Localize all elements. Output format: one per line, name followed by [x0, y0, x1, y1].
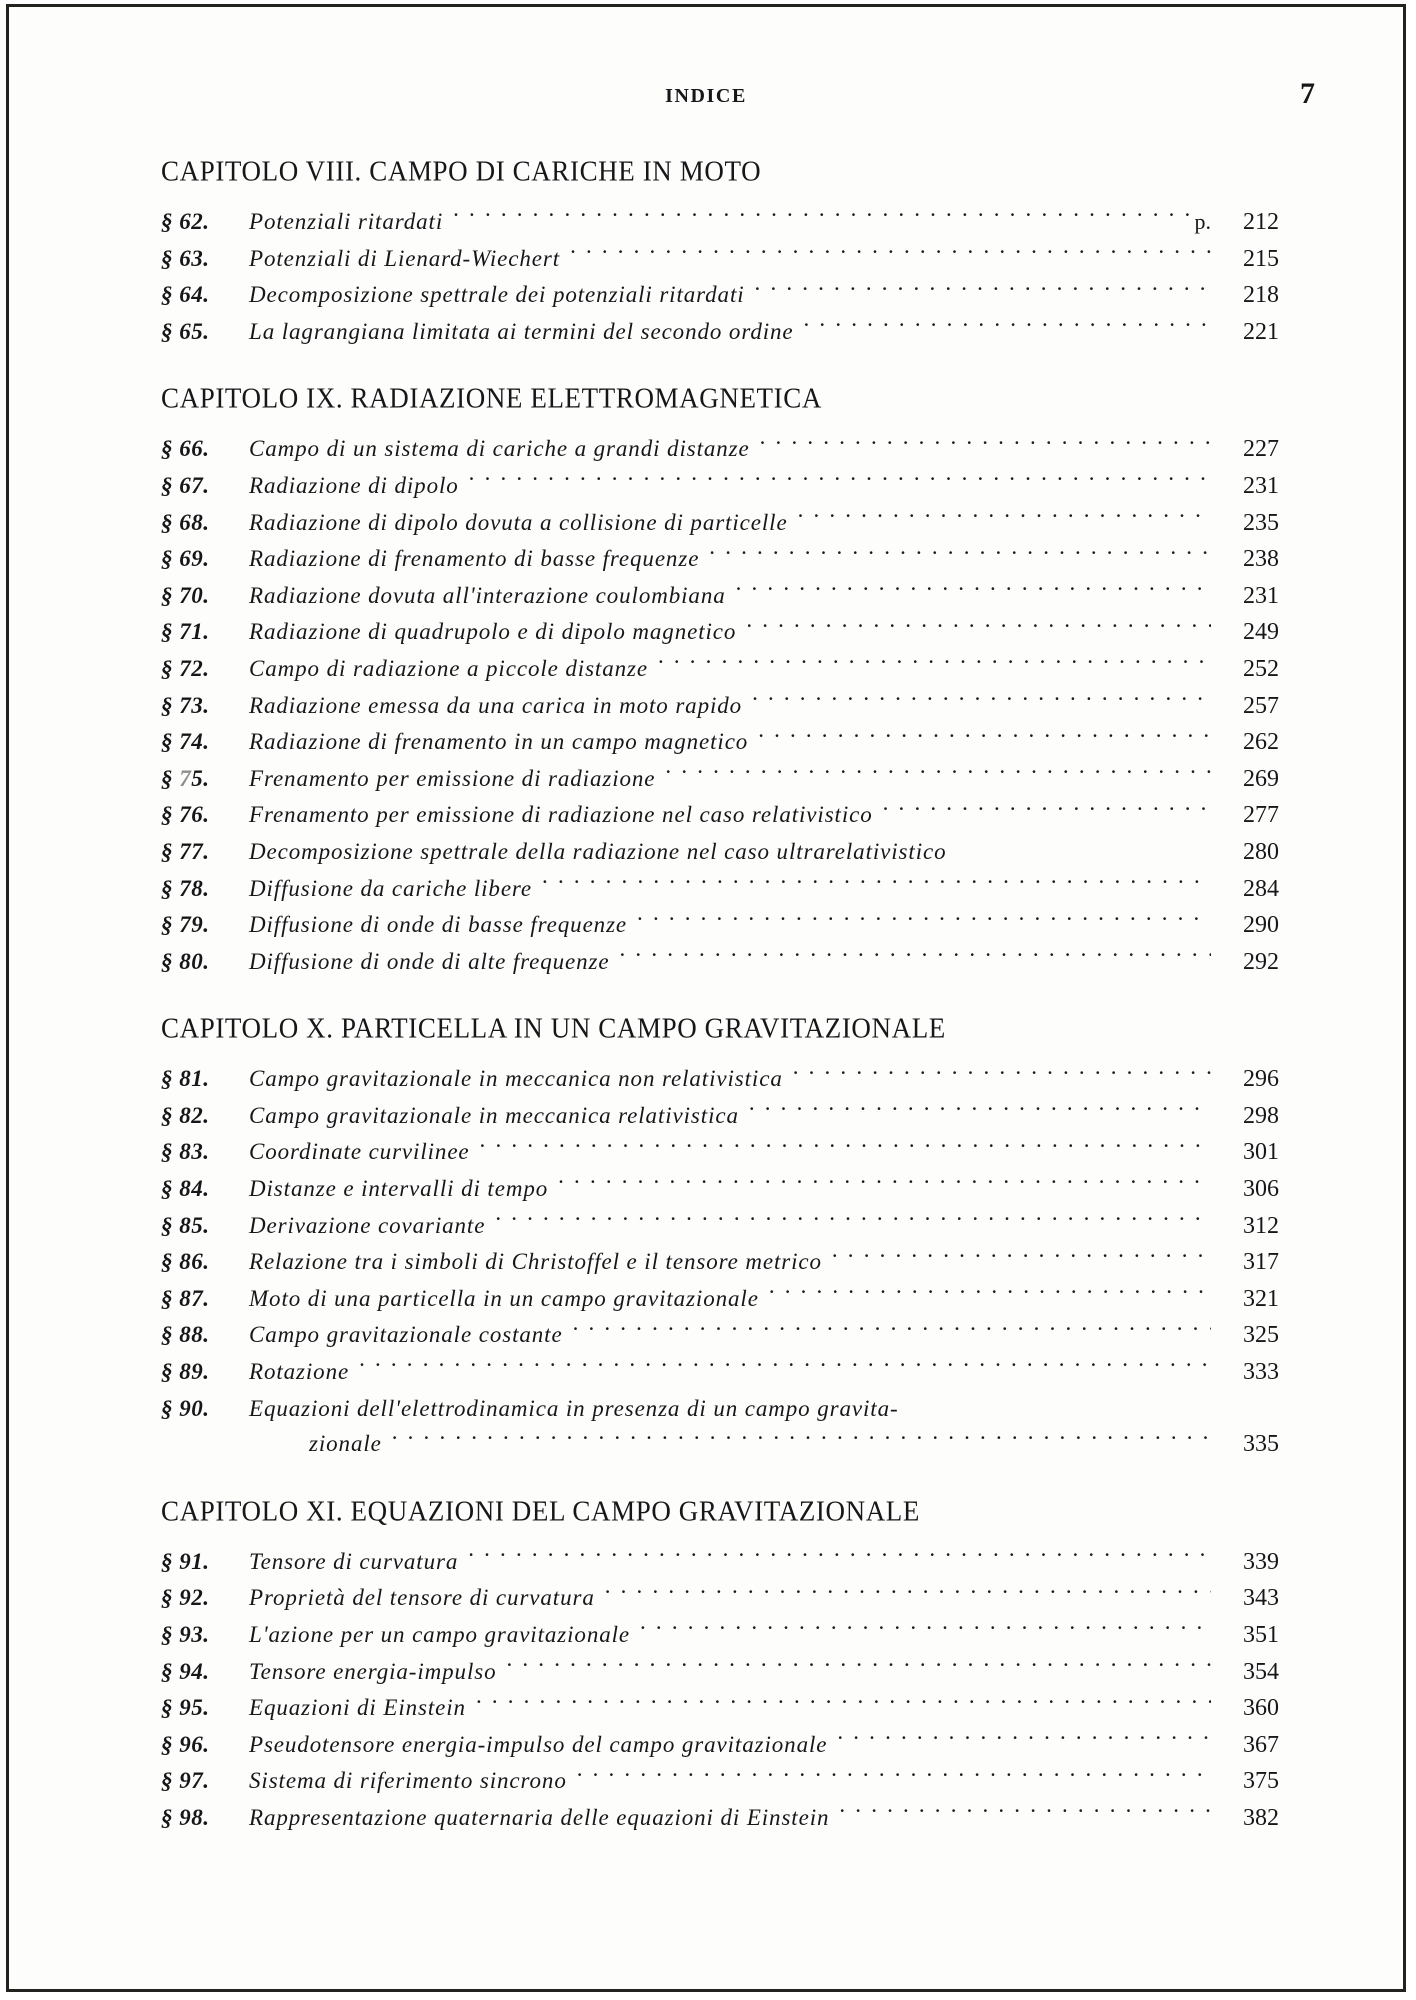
- dot-leader: [749, 1101, 1211, 1123]
- entry-title: Radiazione emessa da una carica in moto rapido: [249, 692, 743, 718]
- dot-leader: [909, 1394, 1211, 1416]
- section-number: § 65.: [161, 318, 210, 344]
- toc-entry[interactable]: [161, 1391, 1279, 1427]
- page-number: 231: [1243, 472, 1279, 499]
- section-number: § 85.: [161, 1212, 210, 1238]
- section-number: § 87.: [161, 1285, 210, 1311]
- chapter-heading: CAPITOLO IX. RADIAZIONE ELETTROMAGNETICA: [161, 382, 822, 415]
- entry-title: zionale: [309, 1431, 382, 1457]
- toc-entry[interactable]: [161, 578, 1279, 615]
- dot-leader: [658, 654, 1211, 676]
- page-number: 296: [1243, 1066, 1279, 1093]
- section-number: § 78.: [161, 875, 210, 901]
- toc-entry[interactable]: [161, 1426, 1279, 1463]
- toc-entry[interactable]: [161, 1354, 1279, 1391]
- entry-title: Radiazione di frenamento di basse frequenze: [249, 546, 700, 572]
- entry-title: Proprietà del tensore di curvatura: [249, 1585, 595, 1611]
- page-number: 351: [1243, 1622, 1279, 1648]
- dot-leader: [453, 207, 1194, 229]
- dot-leader: [665, 764, 1211, 786]
- entry-title: Radiazione di frenamento in un campo magnetico: [249, 729, 749, 755]
- entry-title: Pseudotensore energia-impulso del campo gravitazionale: [249, 1731, 828, 1757]
- entry-title: Frenamento per emissione di radiazione: [249, 765, 656, 791]
- page-number: 325: [1243, 1322, 1279, 1349]
- entry-title: Tensore energia-impulso: [249, 1658, 497, 1684]
- section-number: § 88.: [161, 1322, 210, 1348]
- page-number: 262: [1243, 729, 1279, 756]
- toc-entry[interactable]: [161, 468, 1279, 505]
- page-number: 231: [1243, 582, 1279, 609]
- toc-entry[interactable]: [161, 1690, 1279, 1727]
- entry-title: Derivazione covariante: [249, 1212, 486, 1238]
- page-content: [9, 7, 1403, 1989]
- page-number: 257: [1243, 692, 1279, 719]
- page-number: 335: [1243, 1431, 1279, 1458]
- page-number: 317: [1243, 1249, 1279, 1276]
- entry-title: Decomposizione spettrale della radiazione nel caso ultrarelativistico: [249, 838, 947, 864]
- dot-leader: [542, 874, 1211, 896]
- section-number: § 90.: [161, 1395, 210, 1421]
- section-number: § 80.: [161, 948, 210, 974]
- dot-leader: [752, 691, 1211, 713]
- section-number: § 68.: [161, 509, 210, 535]
- page-number: 360: [1243, 1695, 1279, 1722]
- page-number: 333: [1243, 1359, 1279, 1386]
- toc-entry[interactable]: [161, 1800, 1279, 1837]
- page-number: 277: [1243, 802, 1279, 829]
- entry-title: Diffusione da cariche libere: [249, 875, 533, 901]
- chapter-block: [161, 1494, 1279, 1837]
- page-number: 252: [1243, 655, 1279, 682]
- toc-entry[interactable]: [161, 1617, 1279, 1654]
- toc-entry[interactable]: [161, 277, 1279, 314]
- dot-leader: [640, 1620, 1211, 1642]
- page-title: INDICE: [665, 85, 747, 107]
- entry-title: L'azione per un campo gravitazionale: [249, 1622, 631, 1647]
- dot-leader: [746, 617, 1211, 639]
- entry-title: Campo gravitazionale in meccanica relativistica: [249, 1102, 739, 1128]
- entry-title: Moto di una particella in un campo gravitazionale: [249, 1285, 759, 1311]
- section-number: § 72.: [161, 655, 210, 681]
- section-number: § 70.: [161, 582, 210, 608]
- toc-entry[interactable]: [161, 1654, 1279, 1691]
- toc-entry[interactable]: [161, 1580, 1279, 1617]
- page-number: 221: [1243, 318, 1279, 345]
- page-number: 235: [1243, 509, 1279, 536]
- entry-title: Frenamento per emissione di radiazione nel caso relativistico: [249, 802, 873, 828]
- dot-leader: [755, 280, 1211, 302]
- entry-title: Radiazione dovuta all'interazione coulombiana: [249, 582, 726, 608]
- dot-leader: [476, 1693, 1211, 1715]
- toc-entry[interactable]: [161, 1208, 1279, 1245]
- entry-title: Potenziali ritardati: [249, 209, 444, 234]
- page-number: 354: [1243, 1658, 1279, 1685]
- dot-leader: [507, 1657, 1212, 1679]
- running-head: [9, 77, 1403, 115]
- page-number: 301: [1243, 1139, 1279, 1166]
- dot-leader: [469, 471, 1211, 493]
- section-number: § 98.: [161, 1804, 210, 1830]
- page-number: 312: [1243, 1212, 1279, 1239]
- toc-entry[interactable]: [161, 614, 1279, 651]
- dot-leader: [760, 434, 1211, 456]
- entry-title: Diffusione di onde di alte frequenze: [249, 948, 610, 974]
- toc-entry[interactable]: [161, 1317, 1279, 1354]
- toc-entry[interactable]: [161, 1763, 1279, 1800]
- section-number: § 93.: [161, 1622, 210, 1647]
- section-number: § 66.: [161, 436, 210, 462]
- chapter-block: [161, 157, 1279, 350]
- page-number: 306: [1243, 1176, 1279, 1203]
- page-number: 249: [1243, 619, 1279, 646]
- dot-leader: [495, 1211, 1211, 1233]
- toc-entry[interactable]: [161, 1281, 1279, 1318]
- page-number: 212: [1243, 209, 1279, 235]
- dot-leader: [573, 1320, 1211, 1342]
- section-number: § 86.: [161, 1249, 210, 1275]
- chapter-heading: CAPITOLO X. PARTICELLA IN UN CAMPO GRAVITAZIONALE: [161, 1012, 946, 1045]
- dot-leader: [709, 544, 1211, 566]
- section-number: § 62.: [161, 209, 210, 234]
- page-number: 284: [1243, 875, 1279, 902]
- toc-entry[interactable]: [161, 204, 1279, 241]
- toc-entry[interactable]: [161, 797, 1279, 834]
- entry-title: Rotazione: [249, 1359, 350, 1385]
- entry-title: Coordinate curvilinee: [249, 1139, 470, 1165]
- toc-entry[interactable]: [161, 688, 1279, 725]
- dot-leader: [883, 800, 1211, 822]
- section-number: § 67.: [161, 472, 210, 498]
- section-number: § 73.: [161, 692, 210, 718]
- dot-leader: [468, 1547, 1211, 1569]
- dot-leader: [798, 508, 1211, 530]
- section-number: § 79.: [161, 912, 210, 938]
- toc-entry[interactable]: [161, 651, 1279, 688]
- toc-entry[interactable]: [161, 541, 1279, 578]
- dot-leader: [758, 727, 1211, 749]
- entry-title: Diffusione di onde di basse frequenze: [249, 912, 628, 938]
- scanned-page-frame: [6, 4, 1406, 1992]
- entry-title: Potenziali di Lienard-Wiechert: [249, 245, 561, 271]
- entry-title: Equazioni di Einstein: [249, 1695, 466, 1721]
- entry-title: Distanze e intervalli di tempo: [249, 1176, 549, 1202]
- page-number: 343: [1243, 1585, 1279, 1612]
- chapter-block: [161, 1014, 1279, 1463]
- section-number: § 92.: [161, 1585, 210, 1611]
- section-number: § 75.: [161, 765, 210, 791]
- toc-entry[interactable]: [161, 907, 1279, 944]
- page-number: 280: [1243, 838, 1279, 865]
- toc-entry[interactable]: [161, 241, 1279, 278]
- toc-entry[interactable]: [161, 761, 1279, 798]
- entry-title: Tensore di curvatura: [249, 1548, 459, 1574]
- chapter-block: [161, 384, 1279, 980]
- entry-title: Radiazione di dipolo dovuta a collisione di particelle: [249, 509, 788, 535]
- dot-leader: [736, 581, 1211, 603]
- page-number: 227: [1243, 436, 1279, 463]
- section-number: § 89.: [161, 1359, 210, 1385]
- toc-entry[interactable]: [161, 1134, 1279, 1171]
- dot-leader: [837, 1730, 1211, 1752]
- section-number: § 74.: [161, 729, 210, 755]
- section-number: § 91.: [161, 1548, 210, 1574]
- entry-title: Rappresentazione quaternaria delle equazioni di Einstein: [249, 1804, 830, 1830]
- dot-leader: [392, 1429, 1211, 1451]
- section-number: § 83.: [161, 1139, 210, 1165]
- entry-title: Equazioni dell'elettrodinamica in presenza di un campo gravita-: [249, 1395, 899, 1421]
- section-number: § 94.: [161, 1658, 210, 1684]
- section-number: § 77.: [161, 838, 210, 864]
- toc-entry[interactable]: [161, 505, 1279, 542]
- dot-leader: [839, 1803, 1211, 1825]
- toc-entry[interactable]: [161, 724, 1279, 761]
- toc-entry[interactable]: [161, 314, 1279, 351]
- toc-entry[interactable]: [161, 1544, 1279, 1581]
- toc-entry[interactable]: [161, 1727, 1279, 1764]
- toc-entry[interactable]: [161, 834, 1279, 871]
- page-number: 292: [1243, 948, 1279, 975]
- dot-leader: [570, 244, 1211, 266]
- section-number: § 96.: [161, 1731, 210, 1757]
- entry-title: Radiazione di dipolo: [249, 472, 459, 498]
- section-number: § 82.: [161, 1102, 210, 1128]
- section-number: § 97.: [161, 1768, 210, 1794]
- entry-title: La lagrangiana limitata ai termini del secondo ordine: [249, 318, 794, 344]
- page-number: 339: [1243, 1548, 1279, 1575]
- section-number: § 76.: [161, 802, 210, 828]
- section-number: § 95.: [161, 1695, 210, 1721]
- table-of-contents: [161, 157, 1279, 1839]
- dot-leader: [577, 1766, 1211, 1788]
- page-number: 367: [1243, 1731, 1279, 1758]
- toc-entry[interactable]: [161, 1171, 1279, 1208]
- dot-leader: [605, 1583, 1211, 1605]
- page-number: 382: [1243, 1804, 1279, 1831]
- entry-title: Radiazione di quadrupolo e di dipolo magnetico: [249, 619, 737, 645]
- page-number: 290: [1243, 912, 1279, 939]
- page-number: 321: [1243, 1285, 1279, 1312]
- entry-title: Sistema di riferimento sincrono: [249, 1768, 567, 1794]
- page-number: 215: [1243, 245, 1279, 272]
- entry-title: Campo gravitazionale in meccanica non relativistica: [249, 1066, 783, 1092]
- dot-leader: [359, 1357, 1211, 1379]
- section-number: § 69.: [161, 546, 210, 572]
- page-number: 238: [1243, 546, 1279, 573]
- dot-leader: [620, 947, 1211, 969]
- section-number: § 81.: [161, 1066, 210, 1092]
- page-number: 375: [1243, 1768, 1279, 1795]
- toc-entry[interactable]: [161, 1061, 1279, 1098]
- toc-entry[interactable]: [161, 1098, 1279, 1135]
- section-number: § 63.: [161, 245, 210, 271]
- chapter-heading: CAPITOLO XI. EQUAZIONI DEL CAMPO GRAVITAZIONALE: [161, 1494, 920, 1527]
- entry-title: Campo gravitazionale costante: [249, 1322, 563, 1348]
- dot-leader: [558, 1174, 1211, 1196]
- section-number: § 71.: [161, 619, 210, 645]
- dot-leader: [804, 317, 1211, 339]
- page-number: 218: [1243, 282, 1279, 309]
- page-number: 269: [1243, 765, 1279, 792]
- dot-leader: [832, 1247, 1211, 1269]
- page-prefix: p.: [1194, 209, 1211, 234]
- page-number: 298: [1243, 1102, 1279, 1129]
- entry-title: Campo di radiazione a piccole distanze: [249, 655, 648, 681]
- toc-entry[interactable]: [161, 871, 1279, 908]
- dot-leader: [480, 1137, 1211, 1159]
- entry-title: Campo di un sistema di cariche a grandi distanze: [249, 436, 750, 462]
- section-number: § 84.: [161, 1176, 210, 1202]
- entry-title: Relazione tra i simboli di Christoffel e il tensore metrico: [249, 1249, 822, 1275]
- section-number: § 64.: [161, 282, 210, 308]
- dot-leader: [957, 837, 1212, 859]
- chapter-heading: CAPITOLO VIII. CAMPO DI CARICHE IN MOTO: [161, 155, 762, 187]
- dot-leader: [769, 1284, 1211, 1306]
- entry-title: Decomposizione spettrale dei potenziali ritardati: [249, 282, 745, 308]
- folio-number: 7: [1300, 77, 1315, 110]
- toc-entry[interactable]: [161, 1244, 1279, 1281]
- dot-leader: [793, 1064, 1211, 1086]
- toc-entry[interactable]: [161, 431, 1279, 468]
- dot-leader: [637, 910, 1211, 932]
- toc-entry[interactable]: [161, 944, 1279, 981]
